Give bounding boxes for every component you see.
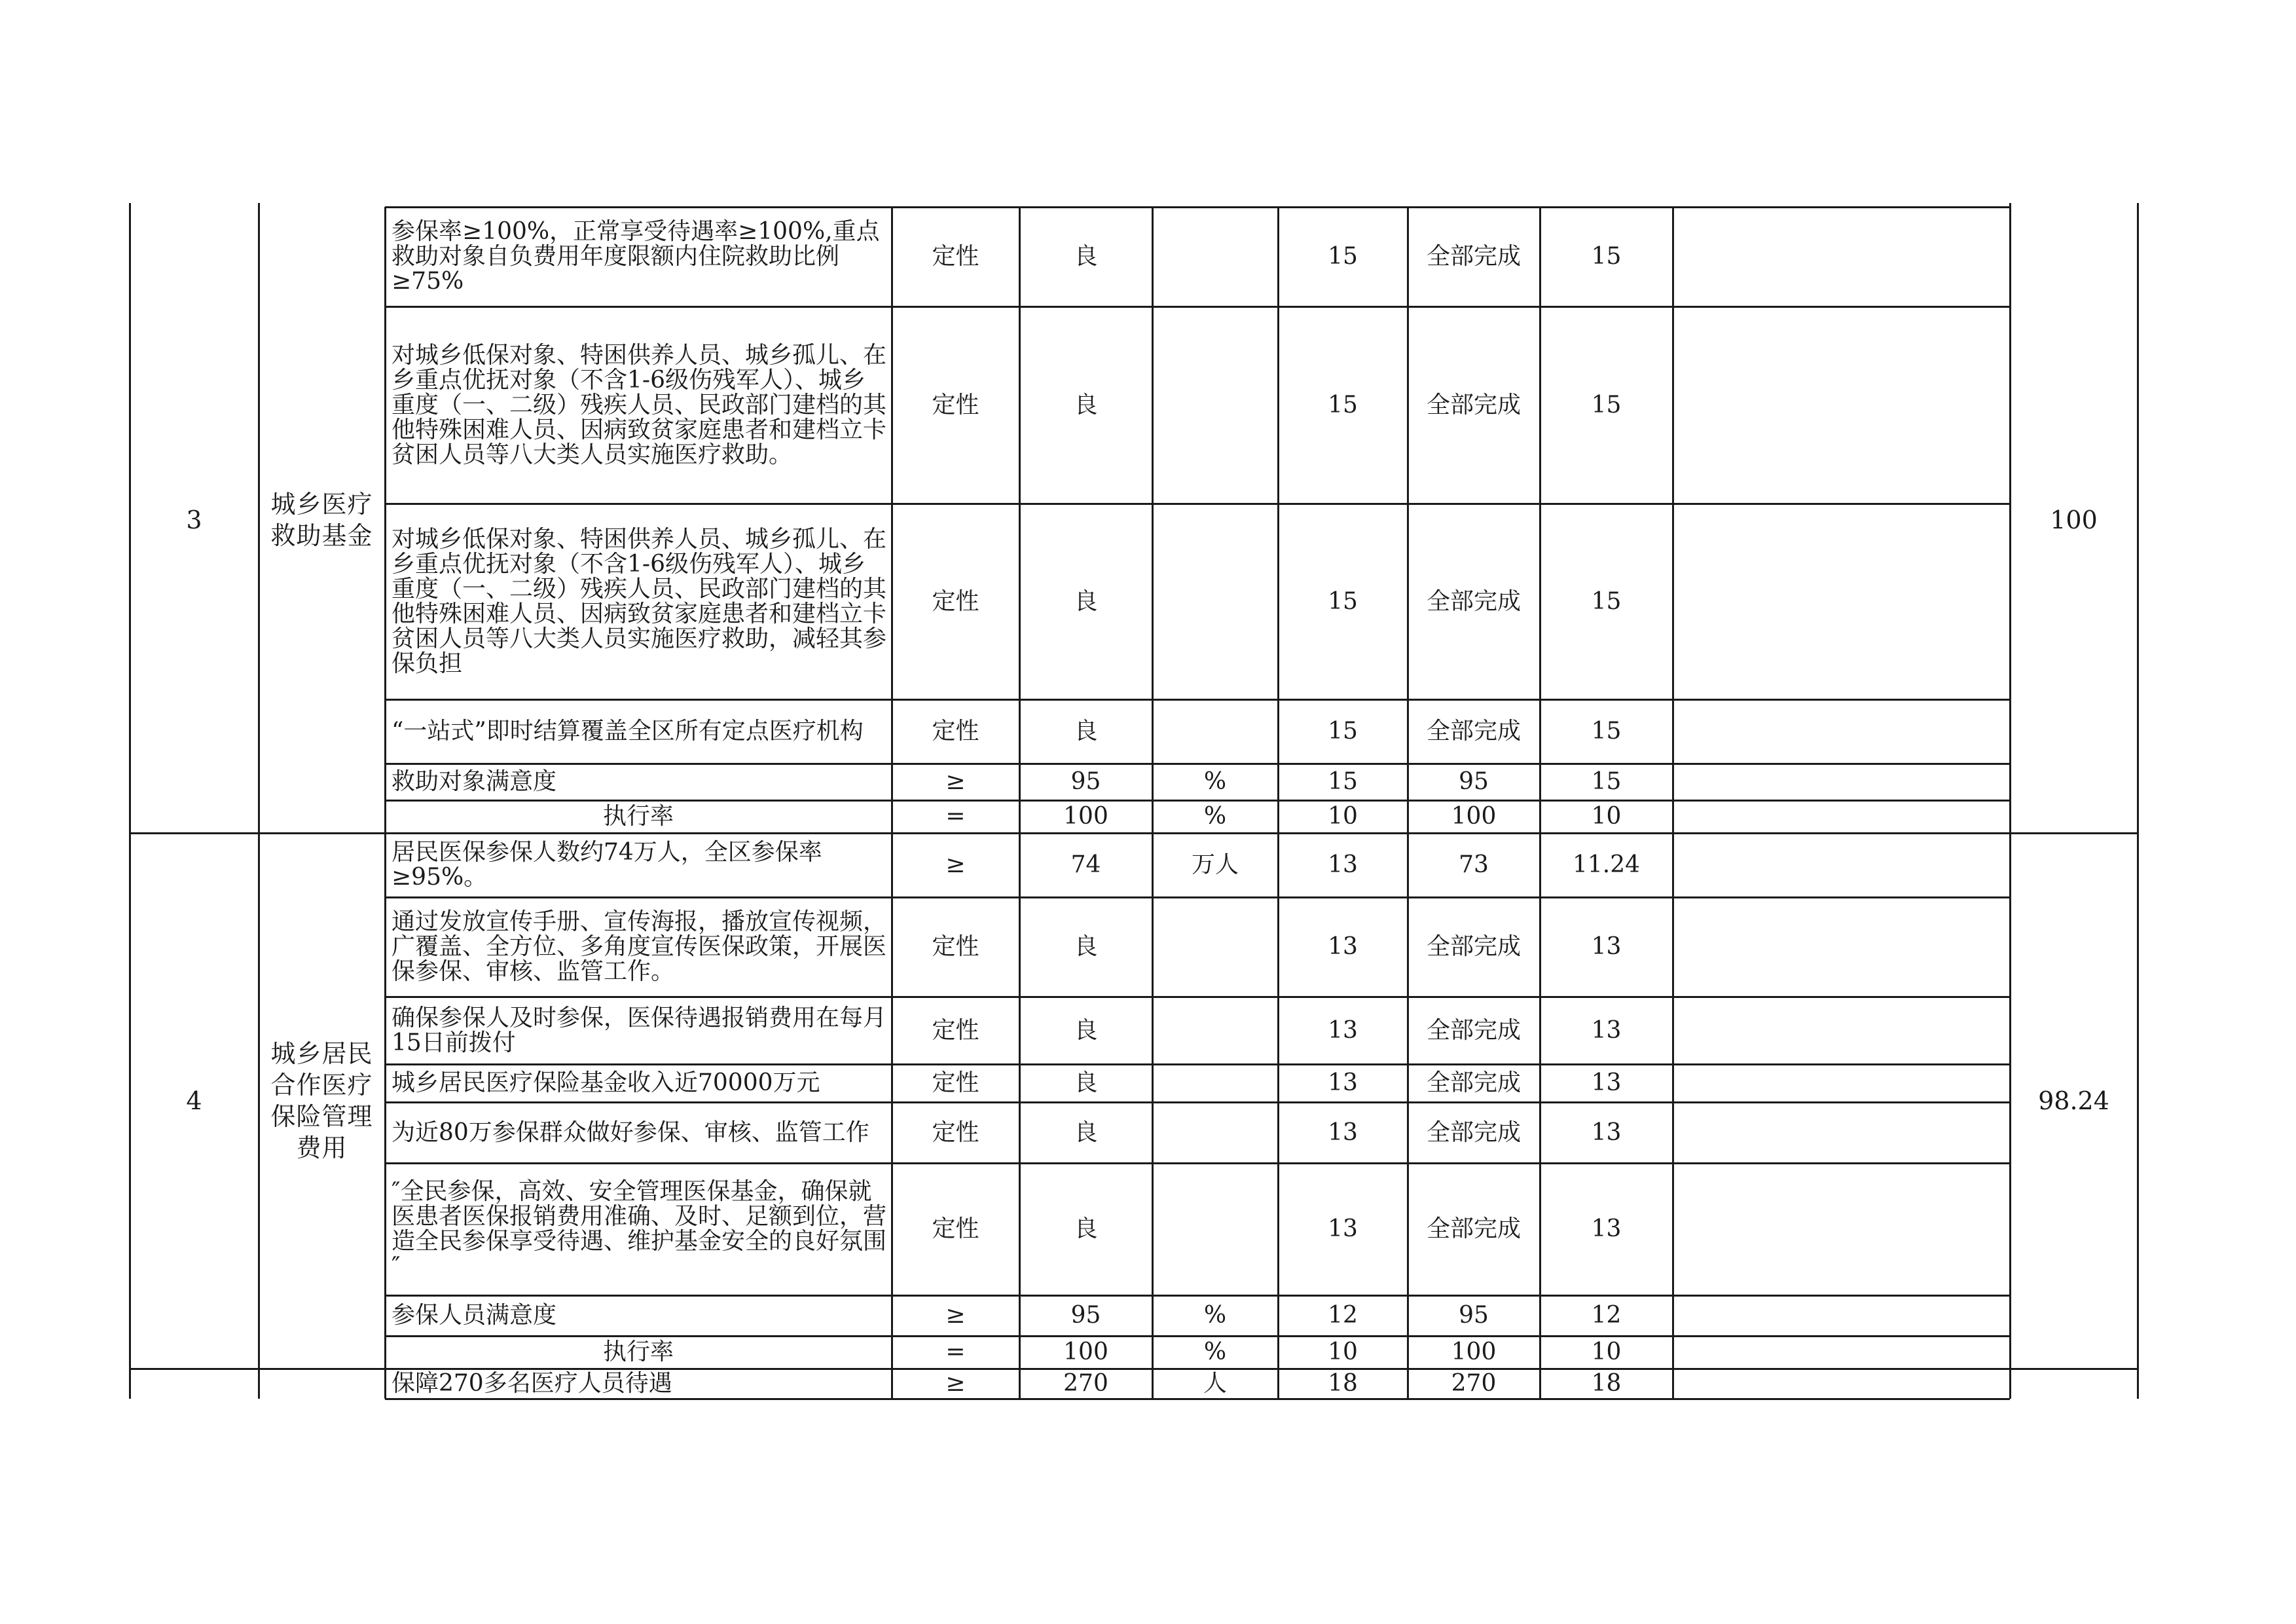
operator-cell: 定性	[932, 391, 979, 418]
inner-column-line	[1407, 207, 1409, 1399]
remark-cell	[1673, 207, 2010, 306]
operator-cell: ≥	[945, 851, 966, 878]
indicator-cell: 对城乡低保对象、特困供养人员、城乡孤儿、在乡重点优抚对象（不含1-6级伤残军人）、城乡重度（一、二级）残疾人员、民政部门建档的其他特殊困难人员、因病致贫家庭患者和建档立卡贫困人员等八大类人员实施医疗救助。	[392, 341, 887, 468]
section-score: 98.24	[2038, 1086, 2109, 1115]
weight-cell: 13	[1328, 1118, 1358, 1146]
weight-cell: 13	[1328, 1069, 1358, 1096]
target-value-cell: 95	[1070, 768, 1101, 795]
row-divider	[385, 699, 2010, 701]
actual-value-cell: 270	[1451, 1370, 1497, 1397]
target-value-cell: 95	[1070, 1302, 1101, 1329]
weight-cell: 15	[1328, 587, 1358, 615]
unit-cell	[1152, 1163, 1278, 1295]
remark-cell	[1673, 306, 2010, 504]
weight-cell: 10	[1328, 1338, 1358, 1365]
table-bottom-border	[385, 1398, 2010, 1400]
operator-cell: =	[945, 803, 966, 830]
remark-cell	[1673, 897, 2010, 997]
indicator-cell: 对城乡低保对象、特困供养人员、城乡孤儿、在乡重点优抚对象（不含1-6级伤残军人）、城乡重度（一、二级）残疾人员、民政部门建档的其他特殊困难人员、因病致贫家庭患者和建档立卡贫困人员等八大类人员实施医疗救助，减轻其参保负担	[392, 525, 887, 677]
row-divider	[385, 306, 2010, 308]
indicator-cell: 居民医保参保人数约74万人，全区参保率≥95%。	[392, 839, 822, 891]
score-cell: 13	[1591, 1118, 1622, 1146]
outer-column-line	[2009, 203, 2011, 1399]
weight-cell: 18	[1328, 1370, 1358, 1397]
section-name: 城乡医疗救助基金	[270, 490, 373, 550]
score-cell: 15	[1591, 718, 1622, 745]
row-divider	[385, 1063, 2010, 1065]
unit-cell	[1152, 504, 1278, 699]
operator-cell: ≥	[945, 1370, 966, 1397]
indicator-cell: 执行率	[602, 1338, 674, 1365]
unit-cell: %	[1203, 803, 1227, 830]
target-value-cell: 74	[1070, 851, 1101, 878]
actual-value-cell: 全部完成	[1426, 1069, 1521, 1096]
row-divider	[385, 763, 2010, 765]
actual-value-cell: 全部完成	[1426, 1118, 1521, 1146]
actual-value-cell: 全部完成	[1426, 1215, 1521, 1242]
section-number	[130, 1369, 259, 1399]
actual-value-cell: 95	[1459, 1302, 1489, 1329]
indicator-cell: 确保参保人及时参保，医保待遇报销费用在每月15日前拨付	[392, 1004, 887, 1056]
actual-value-cell: 全部完成	[1426, 391, 1521, 418]
unit-cell	[1152, 1064, 1278, 1102]
target-value-cell: 270	[1063, 1370, 1108, 1397]
score-cell: 18	[1591, 1370, 1622, 1397]
target-value-cell: 良	[1074, 243, 1098, 270]
inner-column-line	[1539, 207, 1541, 1399]
actual-value-cell: 全部完成	[1426, 933, 1521, 960]
operator-cell: 定性	[932, 243, 979, 270]
inner-column-line	[1277, 207, 1279, 1399]
actual-value-cell: 100	[1451, 803, 1497, 830]
score-cell: 15	[1591, 391, 1622, 418]
weight-cell: 15	[1328, 391, 1358, 418]
weight-cell: 13	[1328, 851, 1358, 878]
remark-cell	[1673, 1064, 2010, 1102]
indicator-cell: 城乡居民医疗保险基金收入近70000万元	[392, 1069, 820, 1096]
actual-value-cell: 全部完成	[1426, 718, 1521, 745]
inner-column-line	[891, 207, 893, 1399]
remark-cell	[1673, 1102, 2010, 1163]
score-cell: 15	[1591, 587, 1622, 615]
target-value-cell: 100	[1063, 1338, 1108, 1365]
section-score	[2010, 1369, 2138, 1399]
weight-cell: 13	[1328, 1016, 1358, 1044]
unit-cell	[1152, 306, 1278, 504]
weight-cell: 10	[1328, 803, 1358, 830]
operator-cell: 定性	[932, 587, 979, 615]
indicator-cell: 通过发放宣传手册、宣传海报，播放宣传视频，广覆盖、全方位、多角度宣传医保政策，开展医保参保、审核、监管工作。	[392, 908, 887, 985]
score-cell: 13	[1591, 1215, 1622, 1242]
section-top-border	[385, 206, 2010, 208]
target-value-cell: 良	[1074, 1118, 1098, 1146]
section-name	[263, 1369, 381, 1399]
unit-cell: %	[1203, 1338, 1227, 1365]
remark-cell	[1673, 764, 2010, 800]
remark-cell	[1673, 1163, 2010, 1295]
unit-cell	[1152, 997, 1278, 1064]
row-divider	[385, 1101, 2010, 1103]
target-value-cell: 良	[1074, 587, 1098, 615]
actual-value-cell: 73	[1459, 851, 1489, 878]
unit-cell	[1152, 1102, 1278, 1163]
score-cell: 13	[1591, 933, 1622, 960]
operator-cell: 定性	[932, 1016, 979, 1044]
score-cell: 10	[1591, 1338, 1622, 1365]
weight-cell: 12	[1328, 1302, 1358, 1329]
indicator-cell: “一站式”即时结算覆盖全区所有定点医疗机构	[392, 718, 864, 745]
section-divider	[130, 832, 2138, 834]
row-divider	[385, 1335, 2010, 1337]
unit-cell: %	[1203, 768, 1227, 795]
score-cell: 12	[1591, 1302, 1622, 1329]
indicator-cell: 执行率	[602, 803, 674, 830]
outer-column-line	[2137, 203, 2139, 1399]
inner-column-line	[1672, 207, 1674, 1399]
target-value-cell: 良	[1074, 1016, 1098, 1044]
operator-cell: 定性	[932, 718, 979, 745]
actual-value-cell: 100	[1451, 1338, 1497, 1365]
row-divider	[385, 503, 2010, 505]
target-value-cell: 良	[1074, 1215, 1098, 1242]
operator-cell: 定性	[932, 933, 979, 960]
unit-cell	[1152, 207, 1278, 306]
inner-column-line	[1152, 207, 1154, 1399]
score-cell: 13	[1591, 1016, 1622, 1044]
target-value-cell: 良	[1074, 718, 1098, 745]
actual-value-cell: 95	[1459, 768, 1489, 795]
row-divider	[385, 800, 2010, 802]
actual-value-cell: 全部完成	[1426, 587, 1521, 615]
actual-value-cell: 全部完成	[1426, 1016, 1521, 1044]
section-number: 3	[186, 506, 202, 534]
target-value-cell: 良	[1074, 933, 1098, 960]
unit-cell: 人	[1203, 1370, 1227, 1397]
indicator-cell: 救助对象满意度	[392, 768, 557, 795]
inner-column-line	[1019, 207, 1021, 1399]
remark-cell	[1673, 997, 2010, 1064]
weight-cell: 15	[1328, 243, 1358, 270]
row-divider	[385, 1295, 2010, 1297]
indicator-cell: 参保率≥100%，正常享受待遇率≥100%,重点救助对象自负费用年度限额内住院救助比例≥75%	[392, 218, 880, 295]
indicator-cell: 参保人员满意度	[392, 1302, 557, 1329]
score-cell: 13	[1591, 1069, 1622, 1096]
remark-cell	[1673, 1369, 2010, 1399]
row-divider	[385, 996, 2010, 998]
weight-cell: 13	[1328, 1215, 1358, 1242]
outer-column-line	[258, 203, 260, 1399]
operator-cell: 定性	[932, 1069, 979, 1096]
weight-cell: 15	[1328, 768, 1358, 795]
operator-cell: =	[945, 1338, 966, 1365]
operator-cell: 定性	[932, 1118, 979, 1146]
row-divider	[385, 896, 2010, 898]
actual-value-cell: 全部完成	[1426, 243, 1521, 270]
indicator-cell: 为近80万参保群众做好参保、审核、监管工作	[392, 1118, 869, 1146]
inner-column-line	[384, 207, 386, 1399]
unit-cell	[1152, 897, 1278, 997]
remark-cell	[1673, 800, 2010, 833]
score-cell: 11.24	[1572, 851, 1641, 878]
remark-cell	[1673, 1295, 2010, 1336]
section-number: 4	[186, 1086, 202, 1115]
indicator-cell: 保障270多名医疗人员待遇	[392, 1370, 672, 1397]
section-divider	[130, 1368, 2138, 1370]
remark-cell	[1673, 504, 2010, 699]
operator-cell: ≥	[945, 768, 966, 795]
operator-cell: ≥	[945, 1302, 966, 1329]
score-cell: 15	[1591, 768, 1622, 795]
section-score: 100	[2050, 506, 2098, 534]
weight-cell: 13	[1328, 933, 1358, 960]
remark-cell	[1673, 833, 2010, 897]
remark-cell	[1673, 699, 2010, 764]
unit-cell	[1152, 699, 1278, 764]
operator-cell: 定性	[932, 1215, 979, 1242]
indicator-cell: ″全民参保，高效、安全管理医保基金，确保就医患者医保报销费用准确、及时、足额到位，营造全民参保享受待遇、维护基金安全的良好氛围 ″	[392, 1178, 887, 1280]
row-divider	[385, 1162, 2010, 1164]
unit-cell: %	[1203, 1302, 1227, 1329]
remark-cell	[1673, 1336, 2010, 1369]
unit-cell: 万人	[1191, 851, 1239, 878]
target-value-cell: 100	[1063, 803, 1108, 830]
score-cell: 15	[1591, 243, 1622, 270]
target-value-cell: 良	[1074, 391, 1098, 418]
weight-cell: 15	[1328, 718, 1358, 745]
outer-column-line	[129, 203, 131, 1399]
section-name: 城乡居民合作医疗保险管理费用	[270, 1039, 373, 1162]
score-cell: 10	[1591, 803, 1622, 830]
target-value-cell: 良	[1074, 1069, 1098, 1096]
